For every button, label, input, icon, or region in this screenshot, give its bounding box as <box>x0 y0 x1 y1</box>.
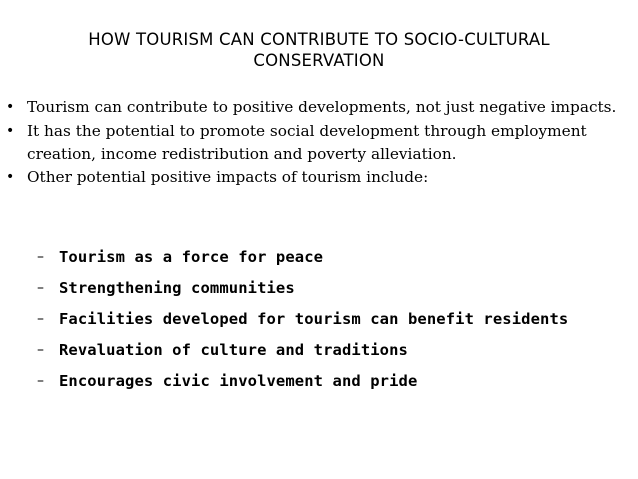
sub-bullet-text: Strengthening communities <box>59 279 295 297</box>
sub-bullet-text: Encourages civic involvement and pride <box>59 372 418 390</box>
bullet-text: Other potential positive impacts of tourism include: <box>27 168 429 186</box>
bullet-item <box>0 120 638 166</box>
sub-bullet-item <box>0 335 638 366</box>
bullet-marker-icon: • <box>6 169 15 185</box>
sub-bullet-text: Tourism as a force for peace <box>59 248 324 266</box>
slide-title-line-1: HOW TOURISM CAN CONTRIBUTE TO SOCIO-CULTURAL <box>88 30 550 49</box>
bullet-list <box>0 96 638 189</box>
sub-bullet-item <box>0 242 638 273</box>
sub-bullet-item <box>0 273 638 304</box>
dash-marker-icon: – <box>37 342 45 358</box>
dash-marker-icon: – <box>37 280 45 296</box>
sub-bullet-text: Revaluation of culture and traditions <box>59 341 408 359</box>
bullet-text: Tourism can contribute to positive developments, not just negative impacts. <box>27 98 617 116</box>
slide-title <box>20 29 618 71</box>
bullet-marker-icon: • <box>6 123 15 139</box>
dash-marker-icon: – <box>37 373 45 389</box>
sub-bullet-list <box>0 242 638 397</box>
bullet-item <box>0 96 638 119</box>
sub-bullet-item <box>0 366 638 397</box>
slide-title-line-2: CONSERVATION <box>253 51 385 70</box>
bullet-item <box>0 166 638 189</box>
bullet-text: It has the potential to promote social development through employment creation, income redistribution and poverty alleviation. <box>27 122 587 163</box>
dash-marker-icon: – <box>37 249 45 265</box>
dash-marker-icon: – <box>37 311 45 327</box>
sub-bullet-text: Facilities developed for tourism can benefit residents <box>59 310 569 328</box>
bullet-marker-icon: • <box>6 99 15 115</box>
sub-bullet-item <box>0 304 638 335</box>
